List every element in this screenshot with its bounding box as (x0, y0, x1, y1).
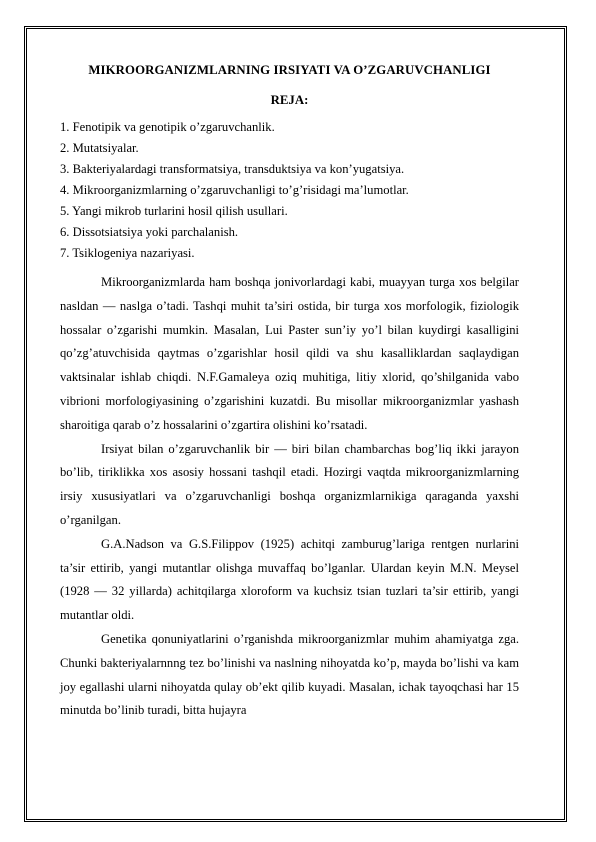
body-paragraph: Irsiyat bilan o’zgaruvchanlik bir — biri bilan chambarchas bog’liq ikki jarayon bo’lib, tiriklikka xos asosiy hossani tashqil etadi. Hozirgi vaqtda mikroorganizmlarning irsiy xususiyatlari va o’zgaruvchanligi boshqa organizmlarnikiga qaraganda yaxshi o’rganilgan. (60, 441, 519, 527)
plan-item: 1. Fenotipik va genotipik o’zgaruvchanlik. (60, 120, 275, 134)
plan-item: 5. Yangi mikrob turlarini hosil qilish usullari. (60, 204, 288, 218)
body-paragraph: Genetika qonuniyatlarini o’rganishda mikroorganizmlar muhim ahamiyatga zga. Chunki bakteriyalarnnng tez bo’linishi va naslning nihoyatda ko’p, mayda bo’lishi va kam joy egallashi ularni nihoyatda qulay ob’ekt qilib kuyadi. Masalan, ichak tayoqchasi har 15 minutda bo’linib turadi, bitta hujayra (60, 631, 519, 718)
plan-item: 2. Mutatsiyalar. (60, 141, 139, 155)
document-title: MIKROORGANIZMLARNING IRSIYATI VA O’ZGARUVCHANLIGI (88, 63, 491, 77)
plan-item: 4. Mikroorganizmlarning o’zgaruvchanligi to’g’risidagi ma’lumotlar. (60, 183, 409, 197)
body-paragraph: G.A.Nadson va G.S.Filippov (1925) achitqi zamburug’lariga rentgen nurlarini ta’sir ettirib, yangi mutantlar olishga muvaffaq bo’lganlar. Ulardan keyin M.N. Meysel (1928 — 32 yillarda) achitqilarga xloroform va kuchsiz tsian tuzlari ta’sir ettirib, yangi mutantlar oldi. (60, 536, 519, 623)
plan-item: 3. Bakteriyalardagi transformatsiya, transduktsiya va kon’yugatsiya. (60, 162, 405, 176)
plan-item: 7. Tsiklogeniya nazariyasi. (60, 246, 195, 260)
plan-item: 6. Dissotsiatsiya yoki parchalanish. (60, 225, 239, 239)
plan-list (60, 117, 519, 264)
document-body (60, 62, 519, 723)
plan-heading: REJA: (270, 93, 309, 107)
body-paragraph: Mikroorganizmlarda ham boshqa jonivorlardagi kabi, muayyan turga xos belgilar nasldan — naslga o’tadi. Tashqi muhit ta’siri ostida, bir turga xos morfologik, fiziologik hossalar o’zgarishi mumkin. Masalan, Lui Paster sun’iy yo’l bilan kuydirgi kasalligini qo’zg’atuvchisida qaytmas o’zgarishlar hosil qildi va shu kasalliklardan saqlaydigan vaktsinalar ishlab chiqdi. N.F.Gamaleya oziq muhitiga, litiy xlorid, qo’shilganida vabo vibrioni morfologiyasining o’zgarishini kuzatdi. Bu misollar mikroorganizmlar yashash sharoitiga qarab o’z hossalarini o’zgartira olishini ko’rsatadi. (60, 275, 519, 432)
